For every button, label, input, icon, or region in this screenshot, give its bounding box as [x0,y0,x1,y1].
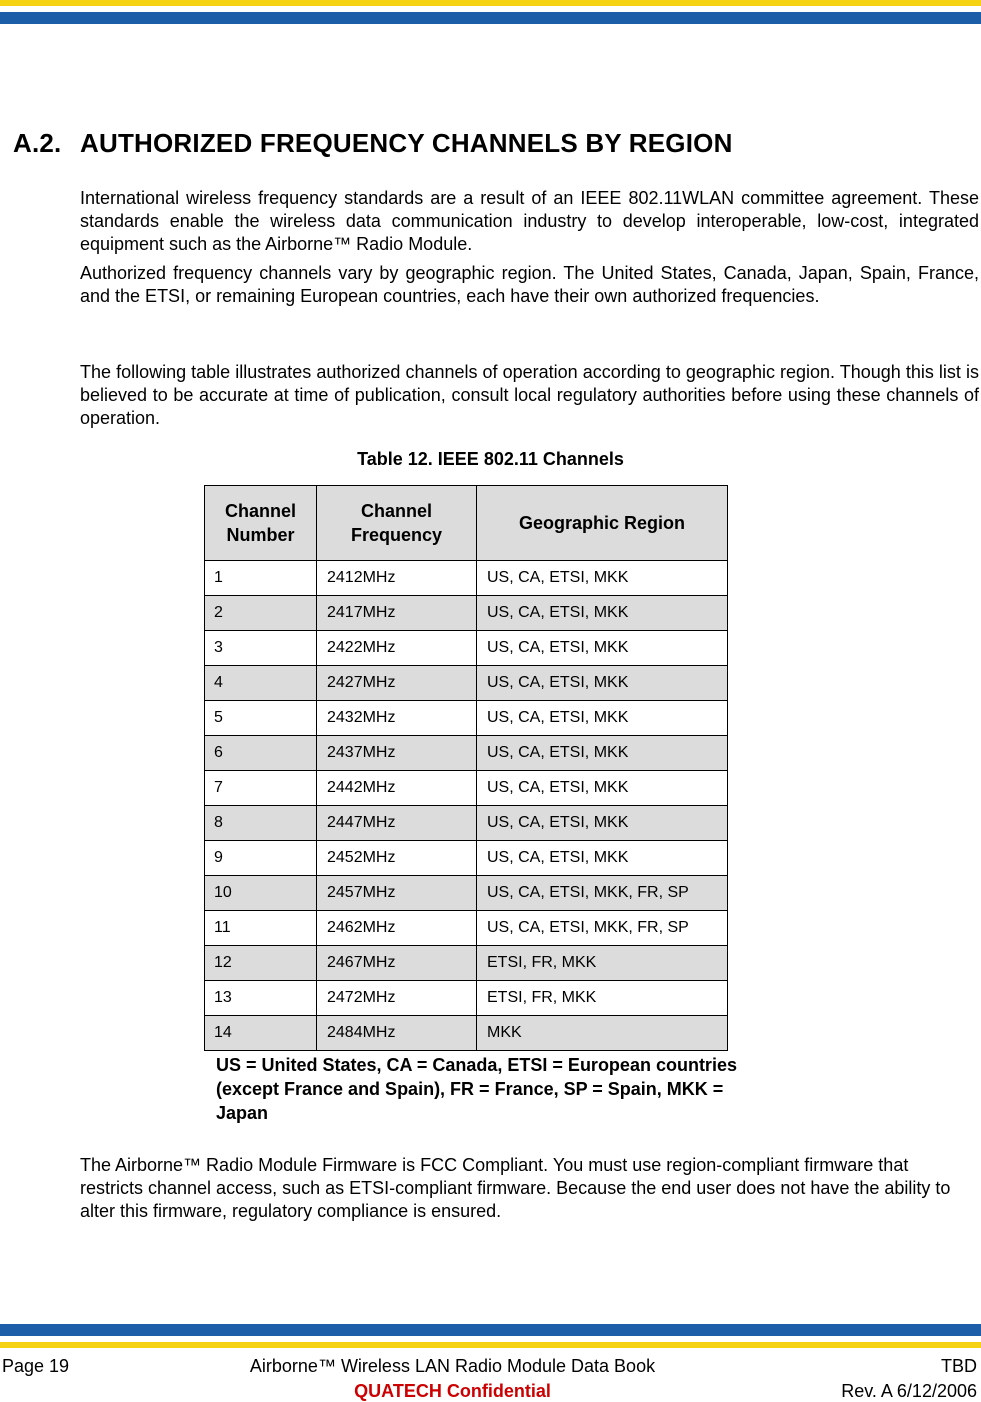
section-heading [13,128,973,159]
table-header-row [205,486,727,560]
cell-channel-number: 2 [205,595,317,630]
cell-channel-number: 6 [205,735,317,770]
cell-geographic-region: US, CA, ETSI, MKK [477,700,727,735]
cell-geographic-region: US, CA, ETSI, MKK [477,665,727,700]
footer-document-title: Airborne™ Wireless LAN Radio Module Data Book [249,1356,656,1376]
header-channel-frequency: Channel Frequency [317,486,477,560]
cell-geographic-region: US, CA, ETSI, MKK [477,840,727,875]
cell-channel-frequency: 2467MHz [317,945,477,980]
paragraph-firmware-compliance: The Airborne™ Radio Module Firmware is FCC Compliant. You must use region-compliant firmware that restricts channel access, such as ETSI-compliant firmware. Because the end user does not have the ability to alter this firmware, regulatory compliance is ensured. [80,1155,951,1221]
table-row [205,910,727,945]
footer-band-blue [0,1324,981,1336]
cell-channel-number: 11 [205,910,317,945]
channel-table [204,485,728,1051]
cell-channel-frequency: 2422MHz [317,630,477,665]
cell-channel-frequency: 2452MHz [317,840,477,875]
cell-geographic-region: US, CA, ETSI, MKK [477,770,727,805]
cell-geographic-region: MKK [477,1015,727,1050]
cell-geographic-region: US, CA, ETSI, MKK [477,630,727,665]
header-channel-number: Channel Number [205,486,317,560]
cell-channel-frequency: 2412MHz [317,560,477,595]
paragraph-standards: International wireless frequency standards are a result of an IEEE 802.11WLAN committee agreement. These standards enable the wireless data communication industry to develop interoperable, low-cost, integrated equipment such as the Airborne™ Radio Module. [80,188,979,254]
cell-channel-number: 3 [205,630,317,665]
cell-channel-frequency: 2457MHz [317,875,477,910]
cell-channel-frequency: 2427MHz [317,665,477,700]
table-row [205,560,727,595]
cell-geographic-region: US, CA, ETSI, MKK [477,805,727,840]
table-row [205,630,727,665]
cell-geographic-region: US, CA, ETSI, MKK, FR, SP [477,910,727,945]
table-legend: US = United States, CA = Canada, ETSI = European countries (except France and Spain), FR = France, SP = Spain, MKK = Japan [216,1055,737,1123]
cell-channel-number: 13 [205,980,317,1015]
cell-geographic-region: US, CA, ETSI, MKK, FR, SP [477,875,727,910]
section-number: A.2. [13,128,62,158]
table-row [205,770,727,805]
table-row [205,595,727,630]
cell-geographic-region: US, CA, ETSI, MKK [477,560,727,595]
cell-channel-number: 7 [205,770,317,805]
cell-channel-frequency: 2432MHz [317,700,477,735]
cell-channel-frequency: 2484MHz [317,1015,477,1050]
table-row [205,665,727,700]
cell-geographic-region: ETSI, FR, MKK [477,945,727,980]
cell-geographic-region: US, CA, ETSI, MKK [477,595,727,630]
footer-page-number: Page 19 [2,1356,70,1376]
cell-channel-number: 4 [205,665,317,700]
header-band-yellow [0,0,981,6]
cell-channel-number: 5 [205,700,317,735]
table-row [205,980,727,1015]
cell-channel-number: 1 [205,560,317,595]
table-row [205,735,727,770]
table-row [205,700,727,735]
cell-channel-number: 10 [205,875,317,910]
cell-channel-number: 9 [205,840,317,875]
cell-channel-frequency: 2437MHz [317,735,477,770]
section-title: AUTHORIZED FREQUENCY CHANNELS BY REGION [80,128,733,158]
table-row [205,805,727,840]
header-geographic-region: Geographic Region [477,486,727,560]
table-row [205,875,727,910]
footer-confidential: QUATECH Confidential [354,1381,551,1401]
cell-channel-frequency: 2417MHz [317,595,477,630]
cell-channel-frequency: 2472MHz [317,980,477,1015]
cell-geographic-region: ETSI, FR, MKK [477,980,727,1015]
cell-channel-frequency: 2442MHz [317,770,477,805]
footer-revision: Rev. A 6/12/2006 [841,1381,977,1401]
cell-channel-frequency: 2447MHz [317,805,477,840]
footer-band-yellow [0,1342,981,1348]
header-band-blue [0,12,981,24]
table-body [205,560,727,1050]
paragraph-regions: Authorized frequency channels vary by geographic region. The United States, Canada, Japan, Spain, France, and the ETSI, or remaining European countries, each have their own authorized frequencies. [80,263,979,306]
cell-channel-frequency: 2462MHz [317,910,477,945]
paragraph-table-intro: The following table illustrates authorized channels of operation according to geographic region. Though this list is believed to be accurate at time of publication, consult local regulatory authorities before using these channels of operation. [80,362,979,428]
table-row [205,945,727,980]
table-caption: Table 12. IEEE 802.11 Channels [357,449,624,469]
footer-status: TBD [941,1356,977,1376]
cell-channel-number: 14 [205,1015,317,1050]
table-row [205,840,727,875]
table-row [205,1015,727,1050]
cell-channel-number: 12 [205,945,317,980]
cell-geographic-region: US, CA, ETSI, MKK [477,735,727,770]
cell-channel-number: 8 [205,805,317,840]
